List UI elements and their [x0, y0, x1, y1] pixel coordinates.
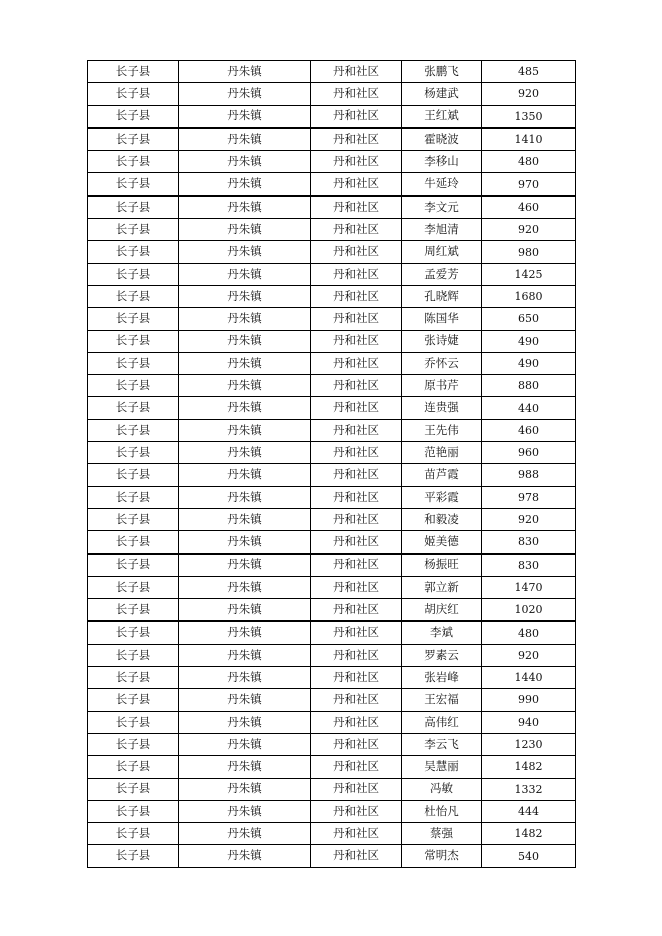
cell-name: 连贵强 — [402, 397, 482, 419]
cell-county: 长子县 — [88, 576, 179, 598]
cell-amount: 485 — [482, 61, 576, 83]
cell-town: 丹朱镇 — [179, 644, 311, 666]
cell-amount: 978 — [482, 486, 576, 508]
cell-county: 长子县 — [88, 599, 179, 622]
cell-community: 丹和社区 — [311, 330, 402, 352]
cell-name: 胡庆红 — [402, 599, 482, 622]
cell-name: 高伟红 — [402, 711, 482, 733]
cell-town: 丹朱镇 — [179, 241, 311, 263]
cell-county: 长子县 — [88, 486, 179, 508]
cell-amount: 1410 — [482, 128, 576, 151]
cell-name: 李文元 — [402, 196, 482, 219]
cell-amount: 1350 — [482, 105, 576, 128]
cell-county: 长子县 — [88, 196, 179, 219]
cell-name: 常明杰 — [402, 845, 482, 867]
table-row — [88, 845, 576, 867]
cell-community: 丹和社区 — [311, 599, 402, 622]
table-row — [88, 263, 576, 285]
table-row — [88, 508, 576, 530]
cell-name: 原书芹 — [402, 375, 482, 397]
cell-community: 丹和社区 — [311, 61, 402, 83]
table-row — [88, 352, 576, 374]
cell-town: 丹朱镇 — [179, 219, 311, 241]
cell-amount: 460 — [482, 419, 576, 441]
cell-county: 长子县 — [88, 845, 179, 867]
cell-county: 长子县 — [88, 397, 179, 419]
table-row — [88, 667, 576, 689]
cell-county: 长子县 — [88, 151, 179, 173]
cell-name: 平彩霞 — [402, 486, 482, 508]
cell-community: 丹和社区 — [311, 689, 402, 711]
cell-amount: 1020 — [482, 599, 576, 622]
cell-county: 长子县 — [88, 508, 179, 530]
cell-town: 丹朱镇 — [179, 554, 311, 577]
table-row — [88, 778, 576, 800]
cell-town: 丹朱镇 — [179, 464, 311, 486]
cell-amount: 988 — [482, 464, 576, 486]
cell-county: 长子县 — [88, 83, 179, 105]
cell-community: 丹和社区 — [311, 173, 402, 196]
cell-amount: 444 — [482, 800, 576, 822]
table-row — [88, 375, 576, 397]
cell-name: 王宏福 — [402, 689, 482, 711]
table-row — [88, 419, 576, 441]
cell-community: 丹和社区 — [311, 823, 402, 845]
cell-community: 丹和社区 — [311, 621, 402, 644]
cell-name: 和毅凌 — [402, 508, 482, 530]
cell-town: 丹朱镇 — [179, 667, 311, 689]
cell-name: 张岩峰 — [402, 667, 482, 689]
cell-community: 丹和社区 — [311, 733, 402, 755]
cell-town: 丹朱镇 — [179, 845, 311, 867]
cell-county: 长子县 — [88, 173, 179, 196]
cell-county: 长子县 — [88, 442, 179, 464]
cell-community: 丹和社区 — [311, 263, 402, 285]
cell-community: 丹和社区 — [311, 151, 402, 173]
cell-town: 丹朱镇 — [179, 352, 311, 374]
cell-name: 孟爱芳 — [402, 263, 482, 285]
cell-town: 丹朱镇 — [179, 823, 311, 845]
cell-name: 乔怀云 — [402, 352, 482, 374]
cell-amount: 940 — [482, 711, 576, 733]
cell-community: 丹和社区 — [311, 667, 402, 689]
cell-county: 长子县 — [88, 621, 179, 644]
cell-county: 长子县 — [88, 285, 179, 307]
cell-community: 丹和社区 — [311, 845, 402, 867]
cell-county: 长子县 — [88, 667, 179, 689]
cell-name: 杨建武 — [402, 83, 482, 105]
cell-town: 丹朱镇 — [179, 83, 311, 105]
cell-community: 丹和社区 — [311, 800, 402, 822]
table-row — [88, 128, 576, 151]
cell-county: 长子县 — [88, 644, 179, 666]
cell-community: 丹和社区 — [311, 308, 402, 330]
table-row — [88, 285, 576, 307]
cell-town: 丹朱镇 — [179, 689, 311, 711]
table-row — [88, 464, 576, 486]
cell-county: 长子县 — [88, 61, 179, 83]
cell-community: 丹和社区 — [311, 352, 402, 374]
cell-town: 丹朱镇 — [179, 419, 311, 441]
cell-name: 霍晓波 — [402, 128, 482, 151]
cell-amount: 1440 — [482, 667, 576, 689]
cell-amount: 440 — [482, 397, 576, 419]
cell-name: 李移山 — [402, 151, 482, 173]
cell-amount: 1470 — [482, 576, 576, 598]
cell-name: 周红斌 — [402, 241, 482, 263]
cell-town: 丹朱镇 — [179, 308, 311, 330]
cell-name: 冯敏 — [402, 778, 482, 800]
cell-community: 丹和社区 — [311, 756, 402, 778]
cell-name: 罗素云 — [402, 644, 482, 666]
cell-town: 丹朱镇 — [179, 128, 311, 151]
cell-amount: 1332 — [482, 778, 576, 800]
cell-town: 丹朱镇 — [179, 105, 311, 128]
cell-name: 张鹏飞 — [402, 61, 482, 83]
cell-amount: 540 — [482, 845, 576, 867]
cell-town: 丹朱镇 — [179, 800, 311, 822]
cell-county: 长子县 — [88, 241, 179, 263]
cell-amount: 880 — [482, 375, 576, 397]
table-row — [88, 756, 576, 778]
cell-community: 丹和社区 — [311, 554, 402, 577]
cell-name: 牛延玲 — [402, 173, 482, 196]
table-row — [88, 554, 576, 577]
cell-amount: 980 — [482, 241, 576, 263]
cell-town: 丹朱镇 — [179, 576, 311, 598]
cell-name: 苗芦霞 — [402, 464, 482, 486]
cell-community: 丹和社区 — [311, 196, 402, 219]
table-row — [88, 219, 576, 241]
cell-community: 丹和社区 — [311, 778, 402, 800]
cell-community: 丹和社区 — [311, 375, 402, 397]
cell-name: 王先伟 — [402, 419, 482, 441]
cell-amount: 830 — [482, 531, 576, 554]
cell-name: 吴慧丽 — [402, 756, 482, 778]
cell-amount: 1230 — [482, 733, 576, 755]
cell-name: 郭立新 — [402, 576, 482, 598]
cell-county: 长子县 — [88, 219, 179, 241]
cell-town: 丹朱镇 — [179, 173, 311, 196]
cell-town: 丹朱镇 — [179, 778, 311, 800]
cell-county: 长子县 — [88, 778, 179, 800]
cell-town: 丹朱镇 — [179, 330, 311, 352]
cell-county: 长子县 — [88, 352, 179, 374]
cell-community: 丹和社区 — [311, 464, 402, 486]
table-row — [88, 644, 576, 666]
cell-community: 丹和社区 — [311, 576, 402, 598]
cell-amount: 920 — [482, 219, 576, 241]
cell-amount: 490 — [482, 352, 576, 374]
cell-amount: 1482 — [482, 756, 576, 778]
table-row — [88, 531, 576, 554]
table-row — [88, 241, 576, 263]
cell-name: 孔晓辉 — [402, 285, 482, 307]
cell-amount: 490 — [482, 330, 576, 352]
cell-amount: 460 — [482, 196, 576, 219]
cell-town: 丹朱镇 — [179, 508, 311, 530]
cell-name: 姬美德 — [402, 531, 482, 554]
table-row — [88, 711, 576, 733]
table-row — [88, 330, 576, 352]
cell-name: 李斌 — [402, 621, 482, 644]
cell-community: 丹和社区 — [311, 219, 402, 241]
cell-name: 蔡强 — [402, 823, 482, 845]
cell-town: 丹朱镇 — [179, 61, 311, 83]
cell-amount: 920 — [482, 83, 576, 105]
cell-county: 长子县 — [88, 823, 179, 845]
cell-town: 丹朱镇 — [179, 599, 311, 622]
cell-community: 丹和社区 — [311, 508, 402, 530]
table-row — [88, 442, 576, 464]
cell-community: 丹和社区 — [311, 486, 402, 508]
cell-town: 丹朱镇 — [179, 263, 311, 285]
cell-county: 长子县 — [88, 554, 179, 577]
cell-community: 丹和社区 — [311, 241, 402, 263]
table-body — [88, 61, 576, 868]
cell-town: 丹朱镇 — [179, 397, 311, 419]
cell-town: 丹朱镇 — [179, 196, 311, 219]
cell-community: 丹和社区 — [311, 531, 402, 554]
cell-county: 长子县 — [88, 756, 179, 778]
cell-town: 丹朱镇 — [179, 756, 311, 778]
cell-community: 丹和社区 — [311, 644, 402, 666]
cell-amount: 1680 — [482, 285, 576, 307]
cell-county: 长子县 — [88, 800, 179, 822]
cell-community: 丹和社区 — [311, 442, 402, 464]
cell-amount: 920 — [482, 644, 576, 666]
cell-county: 长子县 — [88, 308, 179, 330]
cell-amount: 650 — [482, 308, 576, 330]
cell-county: 长子县 — [88, 689, 179, 711]
cell-name: 范艳丽 — [402, 442, 482, 464]
cell-county: 长子县 — [88, 128, 179, 151]
cell-town: 丹朱镇 — [179, 711, 311, 733]
cell-county: 长子县 — [88, 330, 179, 352]
cell-community: 丹和社区 — [311, 128, 402, 151]
table-row — [88, 151, 576, 173]
cell-town: 丹朱镇 — [179, 151, 311, 173]
cell-town: 丹朱镇 — [179, 733, 311, 755]
cell-town: 丹朱镇 — [179, 531, 311, 554]
table-row — [88, 397, 576, 419]
cell-county: 长子县 — [88, 733, 179, 755]
cell-county: 长子县 — [88, 711, 179, 733]
table-row — [88, 621, 576, 644]
table-row — [88, 61, 576, 83]
cell-amount: 830 — [482, 554, 576, 577]
cell-community: 丹和社区 — [311, 105, 402, 128]
cell-town: 丹朱镇 — [179, 285, 311, 307]
table-row — [88, 823, 576, 845]
cell-county: 长子县 — [88, 105, 179, 128]
table-row — [88, 733, 576, 755]
cell-amount: 480 — [482, 621, 576, 644]
table-row — [88, 308, 576, 330]
cell-name: 李云飞 — [402, 733, 482, 755]
table-row — [88, 486, 576, 508]
cell-county: 长子县 — [88, 375, 179, 397]
cell-county: 长子县 — [88, 531, 179, 554]
cell-community: 丹和社区 — [311, 397, 402, 419]
cell-town: 丹朱镇 — [179, 621, 311, 644]
cell-amount: 970 — [482, 173, 576, 196]
cell-community: 丹和社区 — [311, 711, 402, 733]
cell-name: 杜怡凡 — [402, 800, 482, 822]
table-row — [88, 689, 576, 711]
cell-town: 丹朱镇 — [179, 375, 311, 397]
cell-amount: 960 — [482, 442, 576, 464]
cell-county: 长子县 — [88, 419, 179, 441]
table-row — [88, 173, 576, 196]
cell-amount: 1425 — [482, 263, 576, 285]
cell-amount: 990 — [482, 689, 576, 711]
cell-community: 丹和社区 — [311, 285, 402, 307]
cell-amount: 480 — [482, 151, 576, 173]
cell-county: 长子县 — [88, 263, 179, 285]
cell-amount: 1482 — [482, 823, 576, 845]
cell-name: 杨振旺 — [402, 554, 482, 577]
cell-community: 丹和社区 — [311, 83, 402, 105]
cell-town: 丹朱镇 — [179, 486, 311, 508]
cell-name: 陈国华 — [402, 308, 482, 330]
cell-town: 丹朱镇 — [179, 442, 311, 464]
table-row — [88, 83, 576, 105]
cell-county: 长子县 — [88, 464, 179, 486]
table-row — [88, 599, 576, 622]
cell-name: 李旭清 — [402, 219, 482, 241]
data-table — [87, 60, 576, 868]
cell-community: 丹和社区 — [311, 419, 402, 441]
cell-name: 张诗婕 — [402, 330, 482, 352]
table-row — [88, 196, 576, 219]
cell-name: 王红斌 — [402, 105, 482, 128]
table-row — [88, 800, 576, 822]
table-row — [88, 105, 576, 128]
table-row — [88, 576, 576, 598]
cell-amount: 920 — [482, 508, 576, 530]
